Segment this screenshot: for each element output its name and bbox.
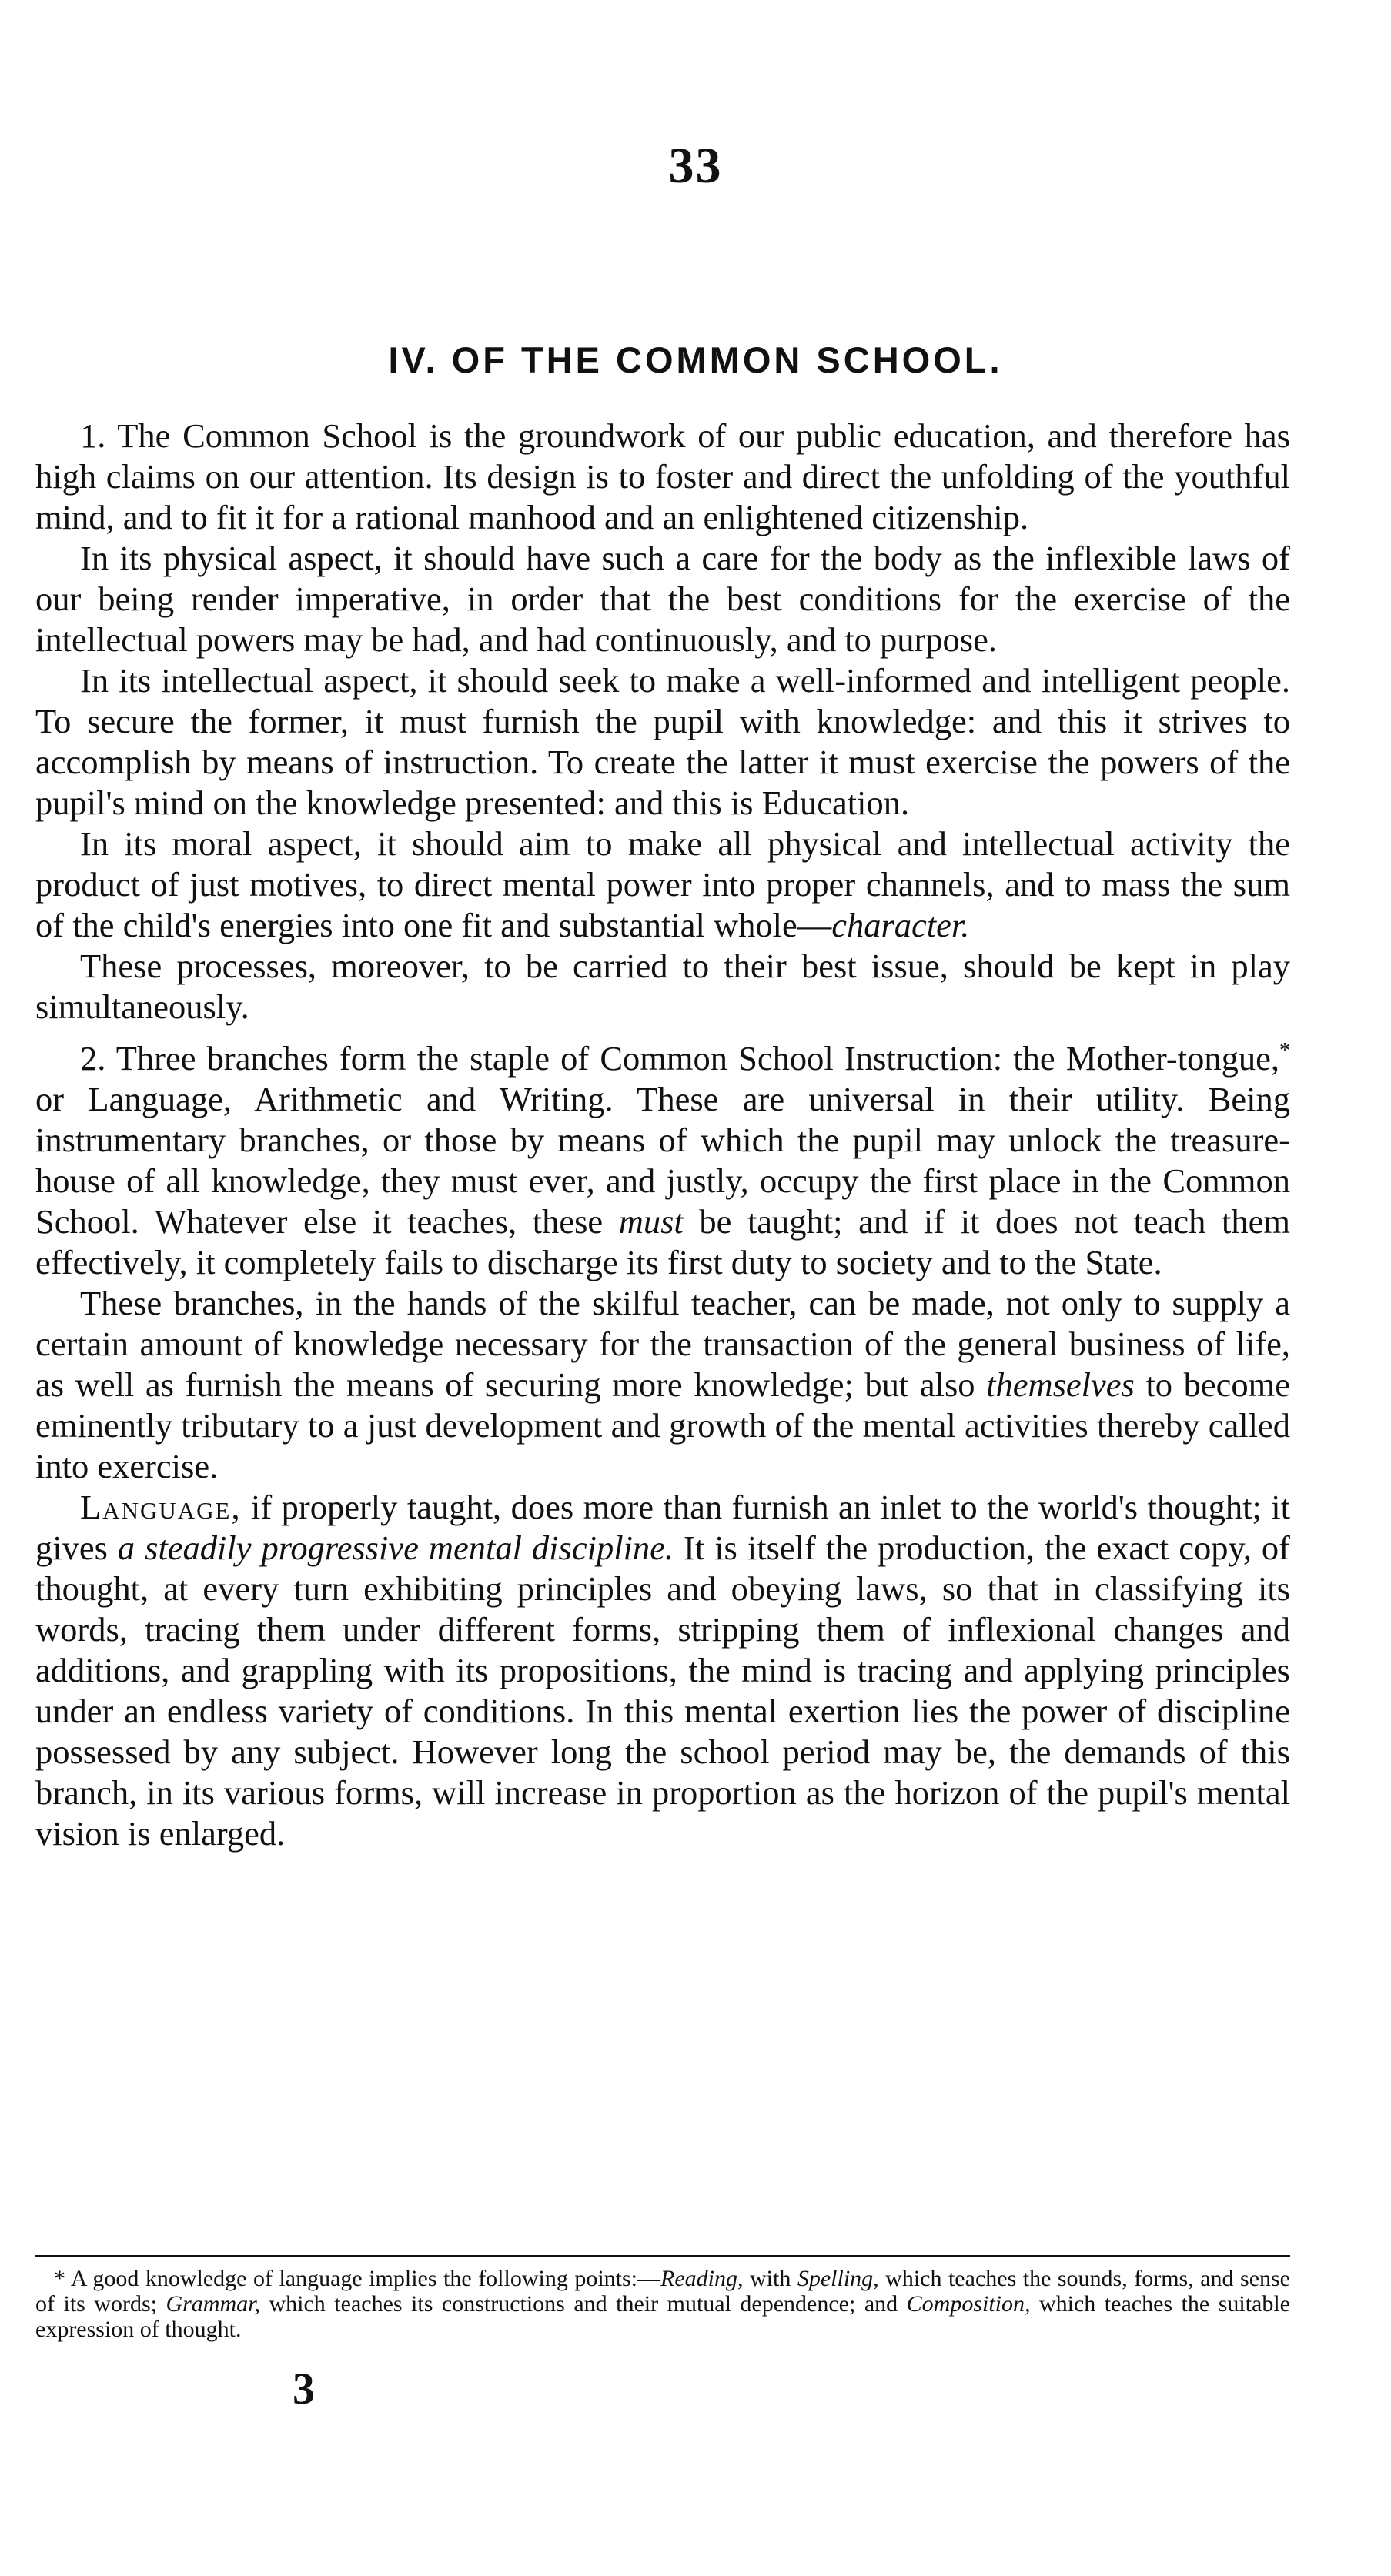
page-number: 33 (668, 138, 723, 194)
footnote-text (35, 2266, 1290, 2342)
paragraph-6-text-c: be taught; and if it does not teach them effectively, it completely fails to discharge its first duty to society and to the State. (35, 1202, 1290, 1281)
paragraph-7-text-a: These branches, in the hands of the skilful teacher, can be made, not only to supply a certain amount of knowledge necessary for the transaction of the general business of life, as well as furnish the means of securing more knowledge; but also (35, 1284, 1290, 1404)
paragraph-8-smallcaps: Language, (80, 1488, 242, 1526)
footnote-em-1: Reading, (660, 2266, 744, 2291)
paragraph-5: These processes, moreover, to be carried to their best issue, should be kept in play simultaneously. (35, 947, 1290, 1026)
footnote-text-a: * A good knowledge of language implies the following points:— (54, 2266, 661, 2291)
paragraph-7-text-b: to become eminently tributary to a just development and growth of the mental activities thereby called into exercise. (35, 1365, 1290, 1485)
footnote-text-b: with (743, 2266, 797, 2291)
footnote-em-4: Composition, (906, 2291, 1031, 2317)
paragraph-2: In its physical aspect, it should have such a care for the body as the inflexible laws of our being render imperative, in order that the best conditions for the exercise of the intellectual powers may be had, and had continuously, and to purpose. (35, 539, 1290, 659)
paragraph-8-text-b: It is itself the production, the exact copy, of thought, at every turn exhibiting principles and obeying laws, so that in classifying its words, tracing them under different forms, stripping them of inflexional changes and additions, and grappling with its propositions, the mind is tracing and applying principles under an endless variety of conditions. In this mental exertion lies the power of discipline possessed by any subject. However long the school period may be, the demands of this branch, in its various forms, will increase in proportion as the horizon of the pupil's mental vision is enlarged. (35, 1529, 1290, 1853)
paragraph-4 (35, 824, 1290, 946)
footnote-text-e: which teaches the suitable expression of thought. (35, 2291, 1291, 2342)
footnote-text-c: which teaches the sounds, forms, and sense of its words; (35, 2266, 1291, 2317)
footnote-rule (35, 2255, 1290, 2257)
paragraph-6-text-a: 2. Three branches form the staple of Common School Instruction: the Mother-tongue, (80, 1039, 1279, 1078)
paragraph-8-emphasis: a steadily progressive mental discipline. (117, 1529, 674, 1567)
paragraph-7 (35, 1283, 1290, 1487)
footnote (35, 2266, 1290, 2342)
paragraph-7-emphasis: themselves (986, 1365, 1135, 1404)
paragraph-6-text-b: or Language, Arithmetic and Writing. These are universal in their utility. Being instrumentary branches, or those by means of which the pupil may unlock the treasure-house of all knowledge, they must ever, and justly, occupy the first place in the Common School. Whatever else it teaches, these (35, 1080, 1290, 1241)
body-text (35, 416, 1290, 1854)
footnote-em-2: Spelling, (797, 2266, 879, 2291)
paragraph-3: In its intellectual aspect, it should seek to make a well-informed and intelligent people. To secure the former, it must furnish the pupil with knowledge: and this it strives to accomplish by means of instruction. To create the latter it must exercise the powers of the pupil's mind on the knowledge presented: and this is Education. (35, 661, 1290, 822)
footnote-marker: * (1279, 1039, 1290, 1064)
paragraph-8 (35, 1487, 1290, 1854)
paragraph-6-emphasis: must (618, 1202, 684, 1241)
paragraph-8-text-a: if properly taught, does more than furnish an inlet to the world's thought; it gives (35, 1488, 1290, 1567)
section-heading: IV. OF THE COMMON SCHOOL. (388, 339, 1003, 380)
footnote-em-3: Grammar, (166, 2291, 260, 2317)
paragraph-1: 1. The Common School is the groundwork of our public education, and therefore has high claims on our attention. Its design is to foster and direct the unfolding of the youthful mind, and to fit it for a rational manhood and an enlightened citizenship. (35, 416, 1290, 536)
paragraph-6 (35, 1038, 1290, 1283)
signature-mark: 3 (293, 2364, 315, 2414)
paragraph-4-text: In its moral aspect, it should aim to make all physical and intellectual activity the product of just motives, to direct mental power into proper channels, and to mass the sum of the child's energies into one fit and substantial whole— (35, 824, 1290, 944)
footnote-text-d: which teaches its constructions and their mutual dependence; and (260, 2291, 907, 2317)
paragraph-4-emphasis: character. (831, 906, 970, 944)
